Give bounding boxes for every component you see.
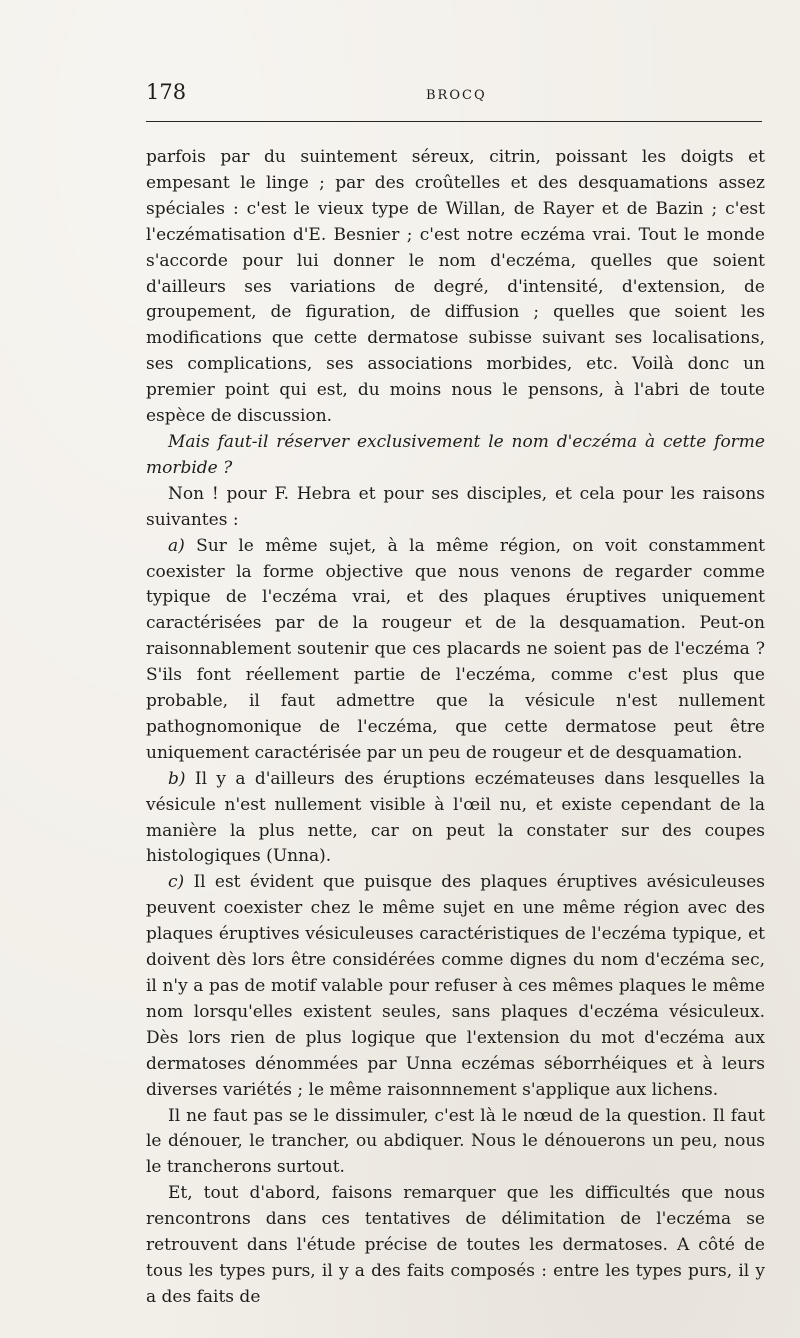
running-head: BROCQ: [426, 88, 487, 103]
paragraph-1: parfois par du suintement séreux, citrin, poissant les doigts et empesant le linge ; par des croûtelles et des desquamations assez spéciales : c'est le vieux type de Willan, de Rayer et de Bazin ; c'est l'eczématisation d'E. Besnier ; c'est notre eczéma vrai. Tout le monde s'accorde pour lui donner le nom d'eczéma, quelles que soient d'ailleurs ses variations de degré, d'intensité, d'extension, de groupement, de figuration, de diffusion ; quelles que soient les modifications que cette dermatose subisse suivant ses localisations, ses complications, ses associations morbides, etc. Voilà donc un premier point qui est, du moins nous le pensons, à l'abri de toute espèce de discussion.: [146, 147, 765, 427]
body-text: [146, 145, 765, 1311]
paragraph-8: Et, tout d'abord, faisons remarquer que les difficultés que nous rencontrons dans ces tentatives de délimitation de l'eczéma se retrouvent dans l'étude précise de toutes les dermatoses. A côté de tous les types purs, il y a des faits composés : entre les types purs, il y a des faits de: [146, 1183, 765, 1307]
header-rule: [146, 121, 762, 122]
item-text-b: Il y a d'ailleurs des éruptions eczémateuses dans lesquelles la vésicule n'est nullement visible à l'œil nu, et existe cependant de la manière la plus nette, car on peut la constater sur des coupes histologiques (Unna).: [146, 768, 765, 867]
paragraph-3: Non ! pour F. Hebra et pour ses disciples, et cela pour les raisons suivantes :: [146, 483, 765, 530]
paragraph-6-item-c: [146, 870, 765, 1103]
item-letter-b: b): [168, 768, 186, 789]
item-letter-c: c): [168, 872, 185, 893]
paragraph-4-item-a: [146, 534, 765, 767]
page-number: 178: [146, 80, 187, 104]
item-letter-a: a): [168, 535, 185, 556]
paragraph-5-item-b: [146, 767, 765, 871]
item-text-a: Sur le même sujet, à la même région, on voit constamment coexister la forme objective que nous venons de regarder comme typique de l'eczéma vrai, et des plaques éruptives uniquement caractérisées par de la rougeur et de la desquamation. Peut-on raisonnablement soutenir que ces placards ne soient pas de l'eczéma ? S'ils font réellement partie de l'eczéma, comme c'est plus que probable, il faut admettre que la vésicule n'est nullement pathognomonique de l'eczéma, que cette dermatose peut être uniquement caractérisée par un peu de rougeur et de desquamation.: [146, 535, 765, 763]
item-text-c: Il est évident que puisque des plaques éruptives avésiculeuses peuvent coexister chez le même sujet en une même région avec des plaques éruptives vésiculeuses caractéristiques de l'eczéma typique, et doivent dès lors être considérées comme dignes du nom d'eczéma sec, il n'y a pas de motif valable pour refuser à ces mêmes plaques le même nom lorsqu'elles existent seules, sans plaques d'eczéma vésiculeux. Dès lors rien de plus logique que l'extension du mot d'eczéma aux dermatoses dénommées par Unna eczémas séborrhéiques et à leurs diverses variétés ; le même raisonnnement s'applique aux lichens.: [146, 872, 765, 1100]
paragraph-2-question: Mais faut-il réserver exclusivement le nom d'eczéma à cette forme morbide ?: [146, 431, 765, 478]
paragraph-7: Il ne faut pas se le dissimuler, c'est là le nœud de la question. Il faut le dénouer, le trancher, ou abdiquer. Nous le dénouerons un peu, nous le trancherons surtout.: [146, 1105, 765, 1178]
